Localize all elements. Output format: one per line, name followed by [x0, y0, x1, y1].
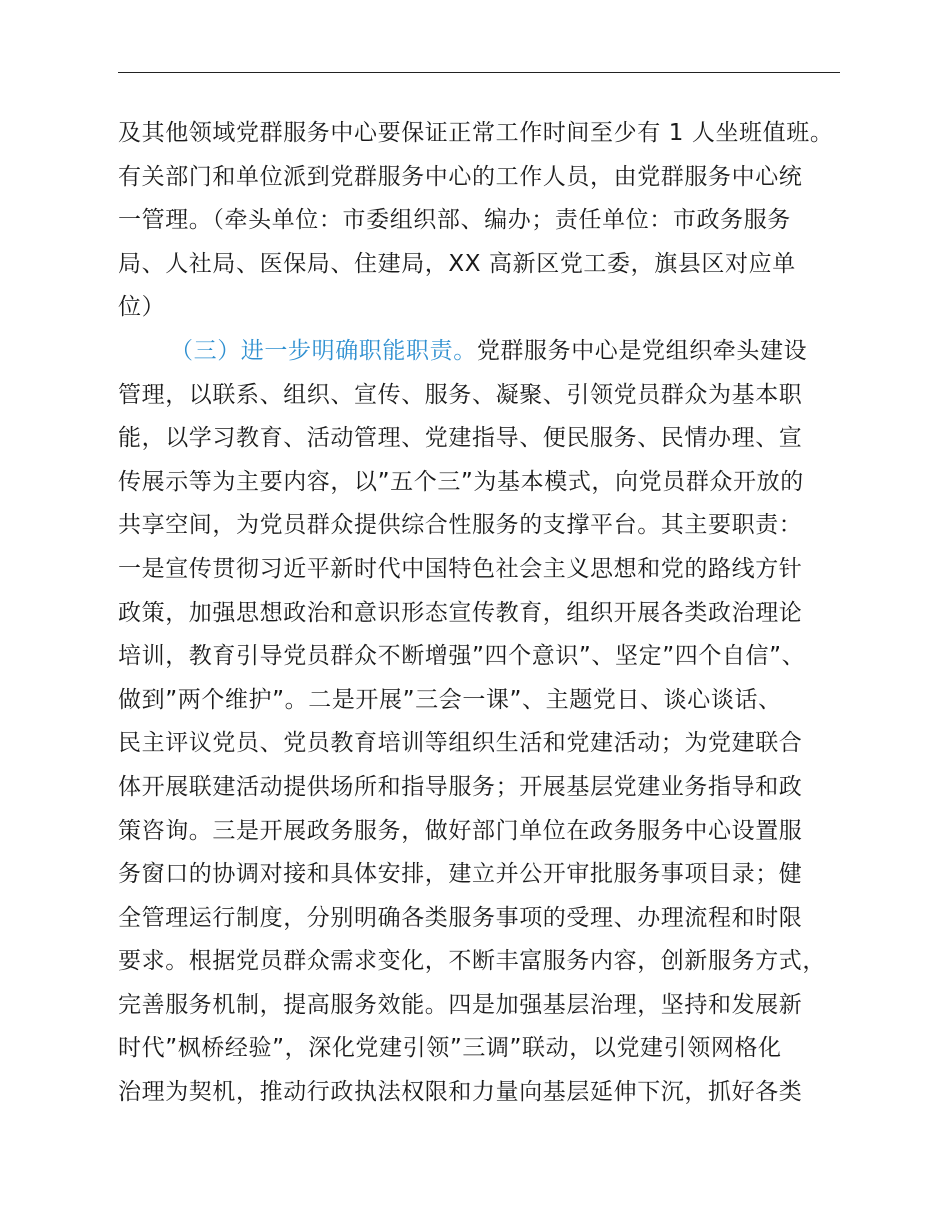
paragraph-line: 策咨询。三是开展政务服务，做好部门单位在政务服务中心设置服 — [118, 817, 803, 844]
paragraph-line: 及其他领域党群服务中心要保证正常工作时间至少有 1 人坐班值班。 — [118, 120, 834, 146]
paragraph-line: 时代”枫桥经验”，深化党建引领”三调”联动，以党建引领网格化 — [118, 1035, 782, 1062]
paragraph-line: 培训，教育引导党员群众不断增强”四个意识”、坚定”四个自信”、 — [118, 643, 806, 670]
document-body — [118, 112, 858, 1115]
paragraph-line: 传展示等为主要内容，以”五个三”为基本模式，向党员群众开放的 — [118, 468, 804, 495]
paragraph-line: 局、人社局、医保局、住建局，XX 高新区党工委，旗县区对应单 — [118, 250, 796, 277]
paragraph-line: 能，以学习教育、活动管理、党建指导、便民服务、民情办理、宣 — [118, 425, 803, 452]
paragraph-line: 位） — [118, 294, 166, 321]
paragraph-line: 治理为契机，推动行政执法权限和力量向基层延伸下沉，抓好各类 — [118, 1079, 803, 1106]
paragraph-line: 做到”两个维护”。二是开展”三会一课”、主题党日、谈心谈话、 — [118, 686, 782, 713]
paragraph-line: 要求。根据党员群众需求变化，不断丰富服务内容，创新服务方式， — [118, 948, 826, 975]
paragraph-line: 有关部门和单位派到党群服务中心的工作人员，由党群服务中心统 — [118, 163, 803, 190]
paragraph-line: 政策，加强思想政治和意识形态宣传教育，组织开展各类政治理论 — [118, 599, 803, 626]
paragraph-line: 管理，以联系、组织、宣传、服务、凝聚、引领党员群众为基本职 — [118, 381, 803, 408]
section-3-first-line-text: 党群服务中心是党组织牵头建设 — [476, 337, 808, 364]
paragraph-line: 全管理运行制度，分别明确各类服务事项的受理、办理流程和时限 — [118, 904, 803, 931]
paragraph-line: 一管理。（牵头单位：市委组织部、编办；责任单位：市政务服务 — [118, 207, 791, 234]
paragraph-line: 共享空间，为党员群众提供综合性服务的支撑平台。其主要职责： — [118, 512, 803, 539]
paragraph-line: 一是宣传贯彻习近平新时代中国特色社会主义思想和党的路线方针 — [118, 555, 803, 582]
header-rule — [118, 72, 840, 73]
section-3 — [118, 330, 858, 1115]
section-3-first-line — [118, 330, 858, 374]
section-3-heading: （三）进一步明确职能职责。 — [170, 337, 477, 364]
paragraph-line: 完善服务机制，提高服务效能。四是加强基层治理，坚持和发展新 — [118, 991, 803, 1018]
paragraph-line: 务窗口的协调对接和具体安排，建立并公开审批服务事项目录；健 — [118, 861, 803, 888]
paragraph-1 — [118, 112, 858, 330]
paragraph-line: 体开展联建活动提供场所和指导服务；开展基层党建业务指导和政 — [118, 773, 803, 800]
paragraph-line: 民主评议党员、党员教育培训等组织生活和党建活动；为党建联合 — [118, 730, 803, 757]
